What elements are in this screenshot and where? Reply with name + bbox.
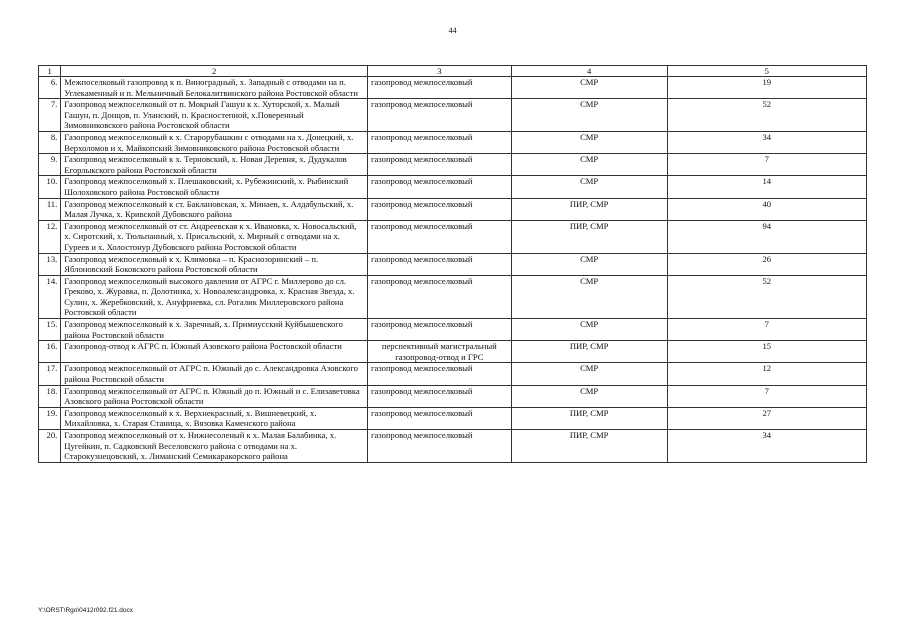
table-row [39, 385, 867, 407]
row-number-cell: 8. [39, 131, 61, 153]
object-type-cell: газопровод межпоселковый [367, 407, 511, 429]
table-row [39, 198, 867, 220]
object-name-cell: Газопровод межпоселковый к х. Старорубашкин с отводами на х. Донецкий, х. Верхоломов и х. Майкопский Зимовниковского района Ростовской области [61, 131, 368, 153]
object-name-cell: Газопровод межпоселковый от п. Мокрый Гашун к х. Хуторской, х. Малый Гашун, п. Донцов, п. Уланский, п. Красностепной, х.Поверенный Зимовниковского района Ростовской области [61, 99, 368, 132]
work-stage-cell: СМР [511, 363, 667, 385]
value-cell: 7 [667, 154, 866, 176]
object-name-cell: Газопровод межпоселковый к х. Терновский, х. Новая Деревня, х. Дудукалов Егорлыкского района Ростовской области [61, 154, 368, 176]
object-type-cell: газопровод межпоселковый [367, 154, 511, 176]
row-number-cell: 10. [39, 176, 61, 198]
object-name-cell: Газопровод межпоселковый от АГРС п. Южный до с. Александровка Азовского района Ростовской области [61, 363, 368, 385]
work-stage-cell: СМР [511, 77, 667, 99]
table-row [39, 363, 867, 385]
object-name-cell: Газопровод межпоселковый к х. Заречный, х. Примиусский Куйбышевского района Ростовской области [61, 319, 368, 341]
work-stage-cell: СМР [511, 154, 667, 176]
work-stage-cell: ПИР, СМР [511, 341, 667, 363]
work-stage-cell: СМР [511, 385, 667, 407]
object-type-cell: газопровод межпоселковый [367, 131, 511, 153]
object-type-cell: газопровод межпоселковый [367, 77, 511, 99]
work-stage-cell: СМР [511, 131, 667, 153]
object-name-cell: Газопровод межпоселковый к х. Верхнекрасный, х. Вишневецкий, х. Михайловка, х. Старая Станица, х. Вязовка Каменского района [61, 407, 368, 429]
object-name-cell: Газопровод-отвод к АГРС п. Южный Азовского района Ростовской области [61, 341, 368, 363]
work-stage-cell: СМР [511, 99, 667, 132]
object-name-cell: Газопровод межпоселковый от АГРС п. Южный до п. Южный и с. Елизаветовка Азовского района Ростовской области [61, 385, 368, 407]
table-row [39, 341, 867, 363]
row-number-cell: 16. [39, 341, 61, 363]
object-type-cell: газопровод межпоселковый [367, 385, 511, 407]
work-stage-cell: ПИР, СМР [511, 220, 667, 253]
page-number: 44 [448, 26, 457, 35]
column-header: 5 [667, 66, 866, 77]
row-number-cell: 9. [39, 154, 61, 176]
object-type-cell: газопровод межпоселковый [367, 220, 511, 253]
row-number-cell: 12. [39, 220, 61, 253]
work-stage-cell: ПИР, СМР [511, 407, 667, 429]
file-path-footer: Y:\ORST\Rgo\0412r092.f21.docx [38, 607, 134, 614]
object-name-cell: Газопровод межпоселковый х. Плешаковский, х. Рубежинский, х. Рыбинский Шолоховского района Ростовской области [61, 176, 368, 198]
value-cell: 7 [667, 385, 866, 407]
table-row [39, 99, 867, 132]
table-row [39, 319, 867, 341]
row-number-cell: 15. [39, 319, 61, 341]
object-type-cell: газопровод межпоселковый [367, 176, 511, 198]
table-row [39, 220, 867, 253]
table-row [39, 407, 867, 429]
row-number-cell: 19. [39, 407, 61, 429]
object-type-cell: газопровод межпоселковый [367, 253, 511, 275]
value-cell: 14 [667, 176, 866, 198]
row-number-cell: 14. [39, 275, 61, 318]
object-type-cell: газопровод межпоселковый [367, 319, 511, 341]
object-type-cell: газопровод межпоселковый [367, 99, 511, 132]
work-stage-cell: ПИР, СМР [511, 430, 667, 463]
row-number-cell: 18. [39, 385, 61, 407]
row-number-cell: 17. [39, 363, 61, 385]
row-number-cell: 6. [39, 77, 61, 99]
object-name-cell: Газопровод межпоселковый к ст. Баклановская, х. Минаев, х. Алдабульский, х. Малая Лучка, х. Кривской Дубовского района [61, 198, 368, 220]
work-stage-cell: СМР [511, 319, 667, 341]
table-row [39, 131, 867, 153]
work-stage-cell: СМР [511, 275, 667, 318]
object-name-cell: Газопровод межпоселковый высокого давления от АГРС г. Миллерово до сл. Греково, х. Журавка, п. Долотинка, х. Новоалександровка, х. Красная Звезда, х. Сулин, х. Жеребковский, х. Ануфриевка, сл. Рогалик Миллеровского района Ростовской области [61, 275, 368, 318]
column-header: 4 [511, 66, 667, 77]
table-row [39, 176, 867, 198]
work-stage-cell: СМР [511, 176, 667, 198]
object-name-cell: Межпоселковый газопровод к п. Виноградный, х. Западный с отводами на п. Углекаменный и п. Мельничный Белокалитвинского района Ростовской области [61, 77, 368, 99]
table-row [39, 253, 867, 275]
object-name-cell: Газопровод межпоселковый к х. Климовка – п. Краснозоринский – п. Яблоновский Боковского района Ростовской области [61, 253, 368, 275]
row-number-cell: 20. [39, 430, 61, 463]
object-type-cell: газопровод межпоселковый [367, 198, 511, 220]
row-number-cell: 11. [39, 198, 61, 220]
work-stage-cell: ПИР, СМР [511, 198, 667, 220]
object-name-cell: Газопровод межпоселковый от ст. Андреевская к х. Ивановка, х. Новосальский, х. Сиротский, х. Тюльпанный, х. Присальский, х. Мирный с отводами на х. Гуреев и х. Холостонур Дубовского района Ростовской области [61, 220, 368, 253]
project-table [38, 65, 867, 463]
value-cell: 94 [667, 220, 866, 253]
table-row [39, 154, 867, 176]
value-cell: 52 [667, 275, 866, 318]
column-header: 3 [367, 66, 511, 77]
value-cell: 15 [667, 341, 866, 363]
object-type-cell: газопровод межпоселковый [367, 363, 511, 385]
object-type-cell: перспективный магистральный газопровод-отвод и ГРС [367, 341, 511, 363]
row-number-cell: 7. [39, 99, 61, 132]
value-cell: 7 [667, 319, 866, 341]
column-header: 1 [39, 66, 61, 77]
object-type-cell: газопровод межпоселковый [367, 275, 511, 318]
table-row [39, 77, 867, 99]
value-cell: 34 [667, 430, 866, 463]
value-cell: 19 [667, 77, 866, 99]
value-cell: 26 [667, 253, 866, 275]
table-row [39, 430, 867, 463]
value-cell: 12 [667, 363, 866, 385]
value-cell: 27 [667, 407, 866, 429]
table-row [39, 275, 867, 318]
object-type-cell: газопровод межпоселковый [367, 430, 511, 463]
value-cell: 52 [667, 99, 866, 132]
value-cell: 34 [667, 131, 866, 153]
object-name-cell: Газопровод межпоселковый от х. Нижнесоленый к х. Малая Балабинка, х. Цугейкин, п. Садковский Веселовского района с отводами на х. Старокузнецовский, х. Лиманский Семикаракорского района [61, 430, 368, 463]
column-header: 2 [61, 66, 368, 77]
work-stage-cell: СМР [511, 253, 667, 275]
value-cell: 40 [667, 198, 866, 220]
header-row [39, 66, 867, 77]
row-number-cell: 13. [39, 253, 61, 275]
